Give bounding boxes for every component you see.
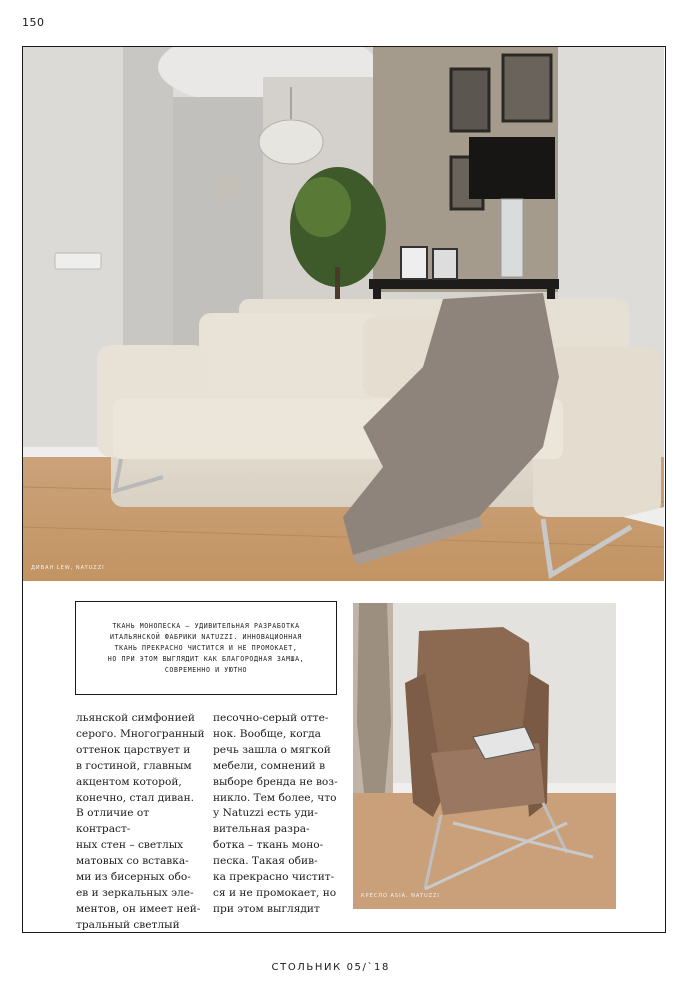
hero-photo xyxy=(23,47,664,581)
pull-quote xyxy=(108,621,305,676)
text-line: акцентом которой, xyxy=(76,775,182,788)
pull-quote-box xyxy=(75,601,337,695)
pull-quote-line: НО ПРИ ЭТОМ ВЫГЛЯДИТ КАК БЛАГОРОДНАЯ ЗАМША, xyxy=(107,654,305,663)
text-line: конечно, стал диван. xyxy=(76,791,195,804)
text-line: речь зашла о мягкой xyxy=(213,743,331,756)
text-line: у Natuzzi есть уди- xyxy=(213,807,318,820)
text-line: вительная разра- xyxy=(213,823,310,836)
text-line: серого. Многогранный xyxy=(76,727,205,740)
text-line: оттенок царствует и xyxy=(76,743,191,756)
text-line: ных стен – светлых xyxy=(76,839,184,852)
text-line: ся и не промокает, но xyxy=(213,886,337,899)
text-line: никло. Тем более, что xyxy=(213,791,337,804)
text-line: в гостиной, главным xyxy=(76,759,192,772)
pull-quote-line: ТКАНЬ ПРЕКРАСНО ЧИСТИТСЯ И НЕ ПРОМОКАЕТ, xyxy=(114,643,298,652)
living-room-illustration xyxy=(23,47,664,581)
text-line: ментов, он имеет ней- xyxy=(76,902,201,915)
pull-quote-line: ТКАНЬ МОНОПЕСКА – УДИВИТЕЛЬНАЯ РАЗРАБОТКА xyxy=(112,621,300,630)
magazine-footer: СТОЛЬНИК 05/`18 xyxy=(271,962,390,973)
text-line: мебели, сомнений в xyxy=(213,759,326,772)
article-column-1 xyxy=(76,711,206,933)
text-line: ев и зеркальных эле- xyxy=(76,886,194,899)
text-line: В отличие от контраст- xyxy=(76,807,150,836)
text-line: ка прекрасно чистит- xyxy=(213,871,335,884)
article-frame xyxy=(22,46,666,933)
armchair-illustration xyxy=(353,603,616,909)
chair-photo xyxy=(353,603,616,909)
page-number: 150 xyxy=(22,16,45,29)
hero-photo-credit: ДИВАН LEW, NATUZZI xyxy=(31,565,105,571)
text-line: песочно-серый оттe- xyxy=(213,712,329,724)
text-line: льянской симфонией xyxy=(76,712,195,724)
chair-photo-credit: КРЕСЛО ASIA, NATUZZI xyxy=(361,893,440,899)
article-column-2 xyxy=(213,711,343,918)
text-line: выборе бренда не воз- xyxy=(213,775,338,788)
pull-quote-line: ИТАЛЬЯНСКОЙ ФАБРИКИ NATUZZI. ИННОВАЦИОННАЯ xyxy=(110,632,302,641)
text-line: ми из бисерных обо- xyxy=(76,871,191,884)
text-line: нок. Вообще, когда xyxy=(213,727,321,740)
text-line: песка. Такая обив- xyxy=(213,855,318,868)
text-line: при этом выглядит xyxy=(213,902,320,915)
text-line: матовых со вставка- xyxy=(76,855,189,868)
text-line: ботка – ткань моно- xyxy=(213,839,324,852)
text-line: тральный светлый xyxy=(76,918,180,931)
pull-quote-line: СОВРЕМЕННО И УЮТНО xyxy=(164,665,248,674)
